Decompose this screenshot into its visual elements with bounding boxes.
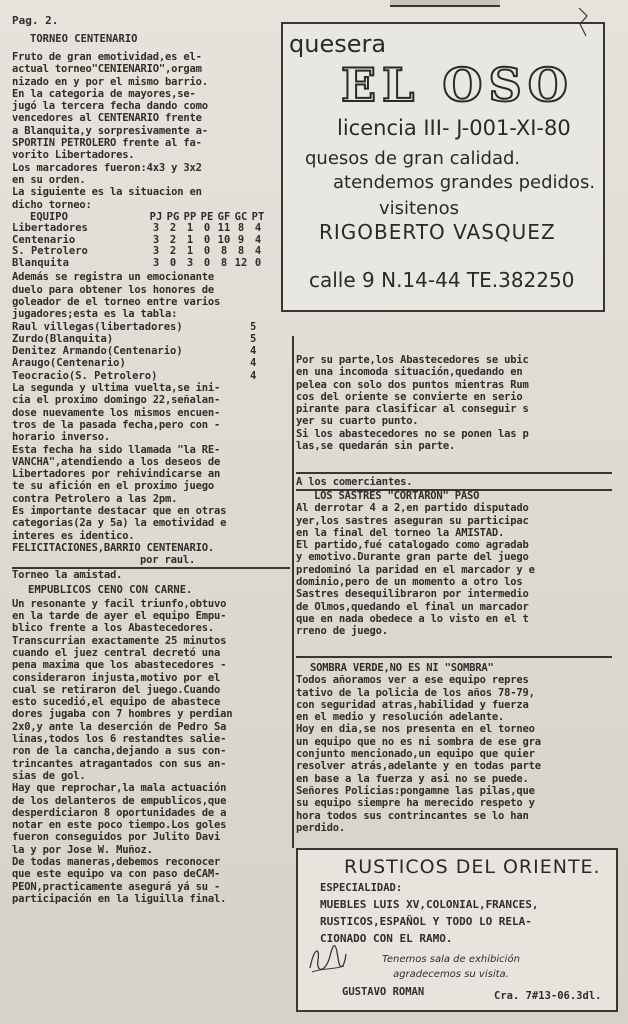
table-cell: 8 — [220, 256, 228, 269]
standings-table — [12, 212, 268, 270]
section-divider — [296, 656, 612, 658]
table-cell: 1 — [186, 233, 194, 246]
corner-mark-icon — [576, 6, 590, 40]
team-name: S. Petrolero — [12, 245, 88, 258]
header-cell: PE — [200, 210, 214, 223]
table-cell: 0 — [169, 256, 177, 269]
torneo-footer: Torneo la amistad. — [12, 567, 290, 581]
section-divider — [296, 472, 612, 474]
table-cell: 10 — [217, 233, 231, 246]
table-cell: 1 — [186, 245, 194, 258]
table-cell: 4 — [254, 245, 262, 258]
ad-rusticos-owner: GUSTAVO ROMAN — [342, 986, 425, 998]
table-cell: 11 — [217, 222, 231, 235]
table-cell: 2 — [169, 233, 177, 246]
table-cell: 4 — [254, 233, 262, 246]
team-name: Libertadores — [12, 222, 88, 235]
torneo-signature: por raul. — [140, 554, 196, 567]
team-name: Centenario — [12, 233, 76, 246]
header-cell: GC — [234, 210, 248, 223]
ad-oso-line2: atendemos grandes pedidos. — [333, 172, 596, 193]
table-cell: 9 — [237, 233, 245, 246]
empublicos-title: EMPUBLICOS CENO CON CARNE. — [28, 583, 193, 596]
ad-oso-address: calle 9 N.14-44 TE.382250 — [309, 268, 575, 292]
page-number: Pag. 2. — [12, 14, 59, 27]
table-cell: 4 — [254, 222, 262, 235]
header-cell: PP — [183, 210, 197, 223]
sombra-title: SOMBRA VERDE,NO ES NI "SOMBRA" — [310, 662, 494, 674]
scorer-goals: 4 — [250, 369, 257, 382]
team-name: Blanquita — [12, 256, 69, 269]
header-cell: PJ — [149, 210, 163, 223]
table-cell: 0 — [203, 222, 211, 235]
scorers-list — [12, 321, 290, 382]
ad-quesera-el-oso — [281, 22, 605, 312]
scorers-intro: Además se registra un emocionante duelo para obtener los honores de goleador de el torneo entre varios jugadores;esta es la tabla: — [12, 271, 221, 321]
ad-quesera-label: quesera — [289, 30, 387, 58]
sombra-article — [296, 662, 612, 834]
ad-rusticos-muebles: MUEBLES LUIS XV,COLONIAL,FRANCES, RUSTICOS,ESPAÑOL Y TODO LO RELA- CIONADO CON EL RAMO. — [320, 898, 539, 945]
comerciantes-heading: A los comerciantes. — [296, 476, 413, 488]
table-cell: 8 — [237, 222, 245, 235]
left-column — [12, 14, 290, 905]
torneo-revancha: La segunda y ultima vuelta,se ini- cia el proximo domingo 22,señalan- dose nuevamente los mismos encuen- tros de la pasada fecha,pero con - horario inverso. Esta fecha ha sido llamada "la RE- VANCHA",atendiendo a los deseos de Libertadores por rehivindicarse an te su afición en el proximo juego contra Petrolero a las 2pm. Es importante destacar que en otras categorias(2a y 5a) la emotividad e interes es identico. FELICITACIONES,BARRIO CENTENARIO. — [12, 382, 227, 554]
sastres-body: Al derrotar 4 a 2,en partido disputado yer,los sastres aseguran su participac en la final del torneo la AMISTAD. El partido,fué catalogado como agradab y emotivo.Durante gran parte del juego predominó la paridad en el marcador y e dominio,pero de un momento a otro los Sastres desequilibraron por intermedio de Olmos,quedando el final un marcador que en nada obedece a lo visto en el t rreno de juego. — [296, 502, 535, 638]
ad-rusticos-title: RUSTICOS DEL ORIENTE. — [344, 856, 601, 878]
table-cell: 3 — [152, 233, 160, 246]
abastecedores-article — [296, 354, 612, 452]
table-cell: 12 — [234, 256, 248, 269]
list-item — [12, 370, 290, 382]
table-cell: 2 — [169, 245, 177, 258]
table-cell: 3 — [152, 245, 160, 258]
sombra-body: Todos añoramos ver a ese equipo repres tativo de la policia de los años 78-79, con seguridad atras,habilidad y fuerza en el medio y resolución adelante. Hoy en dia,se nos presenta en el torneo un equipo que no es ni sombra de ese gra conjunto mencionado,un equipo que quier resolver atrás,adelante y en todas parte en base a la fuerza y asi no se puede. Señores Policias:pongamne las pilas,que su equipo siempre ha merecido respeto y hora todos sus contrincantes se lo han perdido. — [296, 674, 541, 834]
sastres-article — [296, 490, 612, 638]
table-cell: 3 — [152, 222, 160, 235]
table-cell: 1 — [186, 222, 194, 235]
tape-strip-icon — [390, 0, 500, 14]
scorer-goals: 4 — [250, 357, 257, 370]
table-cell: 2 — [169, 222, 177, 235]
scorer-goals: 4 — [250, 345, 257, 358]
torneo-title: TORNEO CENTENARIO — [30, 33, 138, 45]
scorer-name: Denitez Armando(Centenario) — [12, 345, 183, 358]
ad-rusticos-del-oriente — [296, 848, 618, 1012]
list-item — [12, 333, 290, 345]
signature-scribble-icon — [306, 938, 350, 978]
ad-oso-owner: RIGOBERTO VASQUEZ — [319, 220, 556, 244]
header-cell: GF — [217, 210, 231, 223]
abastecedores-body: Por su parte,los Abastecedores se ubic en una incomoda situación,quedando en pelea con solo dos puntos mientras Rum cos del oriente se convierte en serio pirante para clasificar al conseguir s yer su cuarto punto. Si los abastecedores no se ponen las p las,se quedarán sin parte. — [296, 354, 529, 453]
ad-rusticos-address: Cra. 7#13-06.3dl. — [494, 990, 602, 1002]
scorer-name: Raul villegas(libertadores) — [12, 320, 183, 333]
list-item — [12, 321, 290, 333]
sastres-title: LOS SASTRES "CORTARON" PASO — [314, 490, 480, 502]
table-row — [12, 258, 268, 270]
torneo-intro: Fruto de gran emotividad,es el- actual torneo"CENIENARIO",orgam nizado en y por el mismo barrio. En la categoria de mayores,se- jugó la tercera fecha dando como vencedores al CENTENARIO frente a Blanquita,y sorpresivamente a- SPORTIN PETROLERO frente al fa- vorito Libertadores. Los marcadores fueron:4x3 y 3x2 en su orden. La siguiente es la situacion en dicho torneo: — [12, 51, 208, 211]
table-cell: 0 — [254, 256, 262, 269]
scorer-name: Araugo(Centenario) — [12, 357, 126, 370]
ad-oso-line1: quesos de gran calidad. — [305, 148, 521, 169]
ad-oso-line3: visitenos — [379, 198, 459, 219]
scorer-goals: 5 — [250, 320, 257, 333]
list-item — [12, 357, 290, 369]
ad-oso-brand: EL OSO — [341, 58, 574, 112]
header-cell: PT — [251, 210, 265, 223]
table-cell: 0 — [203, 233, 211, 246]
table-cell: 0 — [203, 245, 211, 258]
header-cell: PG — [166, 210, 180, 223]
ad-rusticos-especialidad: ESPECIALIDAD: — [320, 882, 403, 894]
table-cell: 3 — [186, 256, 194, 269]
scorer-name: Zurdo(Blanquita) — [12, 332, 114, 345]
header-cell: EQUIPO — [30, 210, 68, 223]
scorer-name: Teocracio(S. Petrolero) — [12, 369, 158, 382]
column-divider — [292, 336, 294, 848]
scorer-goals: 5 — [250, 332, 257, 345]
comerciantes-heading-wrap — [296, 476, 612, 488]
list-item — [12, 345, 290, 357]
ad-rusticos-exhibicion: Tenemos sala de exhibición agradecemos su visita. — [382, 954, 520, 980]
table-cell: 8 — [237, 245, 245, 258]
table-cell: 8 — [220, 245, 228, 258]
ad-oso-licencia: licencia III- J-001-XI-80 — [337, 116, 571, 140]
empublicos-body: Un resonante y facil triunfo,obtuvo en la tarde de ayer el equipo Empu- blico frente a los Abastecedores. Transcurrian exactamente 25 minutos cuando el juez central decretó una pena maxima que los abastecedores - consideraron injusta,motivo por el cual se retiraron del juego.Cuando esto sucedió,el equipo de abastece dores jugaba con 7 hombres y perdian 2x0,y ante la deserción de Pedro Sa linas,todos los 6 restandtes salie- ron de la cancha,dejando a sus con- trincantes atragantados con sus an- sias de gol. Hay que reprochar,la mala actuación de los delanteros de empublicos,que desperdiciaron 8 oportunidades de a notar en este poco tiempo.Los goles fueron conseguidos por Julito Davi la y por Jose W. Muñoz. De todas maneras,debemos reconocer que este equipo va con paso deCAM- PEON,practicamente asegurá yá su - participación en la liguilla final. — [12, 597, 233, 905]
table-cell: 0 — [203, 256, 211, 269]
table-cell: 3 — [152, 256, 160, 269]
